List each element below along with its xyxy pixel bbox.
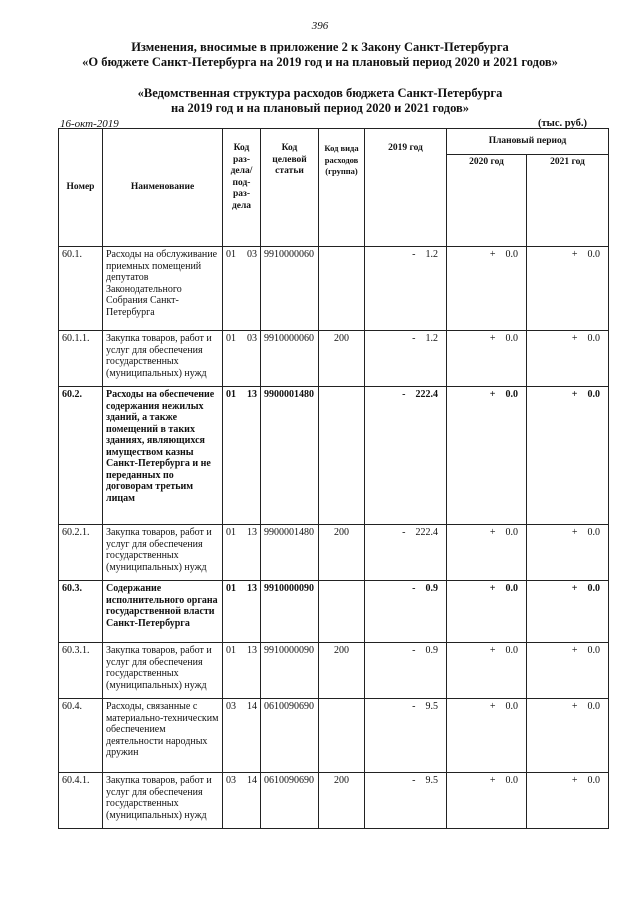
amount: 0.0 <box>505 583 518 594</box>
table-row <box>59 643 609 699</box>
header-number: Номер <box>59 129 103 247</box>
subsection-code: 13 <box>247 645 257 656</box>
row-value-2019 <box>365 247 447 331</box>
subsection-code: 13 <box>247 389 257 400</box>
sign: + <box>571 701 578 712</box>
amount: 9.5 <box>425 701 438 712</box>
subsection-code: 03 <box>247 333 257 344</box>
row-section-code <box>223 773 261 829</box>
row-number: 60.3.1. <box>59 643 103 699</box>
row-value-2021 <box>527 331 609 387</box>
row-name: Закупка товаров, работ и услуг для обеспечения государственных (муниципальных) нужд <box>103 643 223 699</box>
row-value-2019 <box>365 699 447 773</box>
row-value-2020 <box>447 387 527 525</box>
row-expense-type <box>319 247 365 331</box>
row-number: 60.1. <box>59 247 103 331</box>
amount: 1.2 <box>425 333 438 344</box>
sign: + <box>571 333 578 344</box>
table-body <box>59 247 609 829</box>
amount: 0.0 <box>587 775 600 786</box>
section-code: 03 <box>226 701 236 712</box>
units-label: (тыс. руб.) <box>538 118 587 129</box>
row-value-2019 <box>365 525 447 581</box>
section-code: 01 <box>226 645 236 656</box>
row-section-code <box>223 247 261 331</box>
table-row <box>59 387 609 525</box>
amount: 0.0 <box>505 645 518 656</box>
sign: + <box>571 249 578 260</box>
row-value-2021 <box>527 247 609 331</box>
row-name: Расходы, связанные с материально-техническим обеспечением деятельности народных дружин <box>103 699 223 773</box>
row-value-2020 <box>447 773 527 829</box>
sign: + <box>489 645 496 656</box>
amount: 222.4 <box>415 389 438 400</box>
row-expense-type: 200 <box>319 773 365 829</box>
document-subtitle <box>0 86 640 116</box>
row-value-2021 <box>527 773 609 829</box>
row-value-2019 <box>365 331 447 387</box>
amount: 0.0 <box>587 527 600 538</box>
row-section-code <box>223 331 261 387</box>
row-value-2019 <box>365 581 447 643</box>
sign: + <box>489 389 496 400</box>
subsection-code: 14 <box>247 775 257 786</box>
section-code: 01 <box>226 389 236 400</box>
sign: - <box>412 775 416 786</box>
row-name: Расходы на обеспечение содержания нежилых зданий, а также помещений в таких зданиях, являющихся имуществом казны Санкт-Петербурга и не переданных по договорам третьим лицам <box>103 387 223 525</box>
sign: - <box>412 645 416 656</box>
row-value-2020 <box>447 525 527 581</box>
title-line-1: Изменения, вносимые в приложение 2 к Закону Санкт-Петербурга <box>131 40 509 54</box>
row-target-code: 9910000060 <box>261 331 319 387</box>
amount: 0.0 <box>587 389 600 400</box>
header-target: Код целевой статьи <box>261 129 319 247</box>
amount: 0.9 <box>425 583 438 594</box>
sign: + <box>489 583 496 594</box>
row-section-code <box>223 643 261 699</box>
row-value-2019 <box>365 643 447 699</box>
amount: 0.0 <box>505 527 518 538</box>
row-name: Закупка товаров, работ и услуг для обеспечения государственных (муниципальных) нужд <box>103 525 223 581</box>
amount: 0.9 <box>425 645 438 656</box>
row-value-2020 <box>447 643 527 699</box>
sign: - <box>412 583 416 594</box>
row-number: 60.1.1. <box>59 331 103 387</box>
amount: 0.0 <box>505 249 518 260</box>
header-name: Наименование <box>103 129 223 247</box>
amount: 0.0 <box>505 775 518 786</box>
subtitle-line-1: «Ведомственная структура расходов бюджета Санкт-Петербурга <box>137 86 503 100</box>
sign: - <box>402 527 406 538</box>
row-number: 60.2.1. <box>59 525 103 581</box>
row-value-2020 <box>447 581 527 643</box>
table-row <box>59 331 609 387</box>
row-name: Закупка товаров, работ и услуг для обеспечения государственных (муниципальных) нужд <box>103 331 223 387</box>
row-section-code <box>223 387 261 525</box>
row-section-code <box>223 699 261 773</box>
row-expense-type <box>319 699 365 773</box>
row-value-2020 <box>447 247 527 331</box>
row-value-2020 <box>447 699 527 773</box>
row-name: Содержание исполнительного органа государственной власти Санкт-Петербурга <box>103 581 223 643</box>
amount: 0.0 <box>587 333 600 344</box>
row-value-2019 <box>365 387 447 525</box>
header-expense-type: Код вида расходов (группа) <box>319 129 365 247</box>
section-code: 01 <box>226 249 236 260</box>
row-number: 60.2. <box>59 387 103 525</box>
amount: 0.0 <box>587 645 600 656</box>
row-target-code: 0610090690 <box>261 699 319 773</box>
subsection-code: 13 <box>247 527 257 538</box>
row-target-code: 9910000090 <box>261 643 319 699</box>
row-value-2021 <box>527 581 609 643</box>
sign: + <box>571 775 578 786</box>
budget-table <box>58 128 609 829</box>
amount: 0.0 <box>505 701 518 712</box>
sign: - <box>402 389 406 400</box>
row-name: Расходы на обслуживание приемных помещений депутатов Законодательного Собрания Санкт-Петербурга <box>103 247 223 331</box>
row-number: 60.3. <box>59 581 103 643</box>
amount: 222.4 <box>415 527 438 538</box>
row-number: 60.4. <box>59 699 103 773</box>
sign: + <box>489 527 496 538</box>
row-value-2020 <box>447 331 527 387</box>
amount: 0.0 <box>587 249 600 260</box>
table-row <box>59 699 609 773</box>
row-target-code: 0610090690 <box>261 773 319 829</box>
row-expense-type <box>319 387 365 525</box>
amount: 0.0 <box>587 701 600 712</box>
subtitle-line-2: на 2019 год и на плановый период 2020 и 2021 годов» <box>170 101 470 115</box>
sign: + <box>489 249 496 260</box>
header-2021: 2021 год <box>527 155 609 247</box>
header-2020: 2020 год <box>447 155 527 247</box>
row-section-code <box>223 525 261 581</box>
sign: + <box>489 333 496 344</box>
table-header <box>59 129 609 247</box>
page-number: 396 <box>311 20 329 32</box>
sign: + <box>571 389 578 400</box>
section-code: 03 <box>226 775 236 786</box>
amount: 1.2 <box>425 249 438 260</box>
subsection-code: 03 <box>247 249 257 260</box>
row-expense-type <box>319 581 365 643</box>
row-value-2019 <box>365 773 447 829</box>
row-value-2021 <box>527 699 609 773</box>
sign: + <box>571 583 578 594</box>
row-expense-type: 200 <box>319 643 365 699</box>
row-target-code: 9910000090 <box>261 581 319 643</box>
row-target-code: 9900001480 <box>261 525 319 581</box>
section-code: 01 <box>226 583 236 594</box>
sign: + <box>571 645 578 656</box>
section-code: 01 <box>226 527 236 538</box>
document-title <box>0 40 640 70</box>
amount: 0.0 <box>505 333 518 344</box>
row-value-2021 <box>527 525 609 581</box>
table-row <box>59 247 609 331</box>
row-section-code <box>223 581 261 643</box>
table-row <box>59 525 609 581</box>
row-number: 60.4.1. <box>59 773 103 829</box>
row-value-2021 <box>527 643 609 699</box>
row-name: Закупка товаров, работ и услуг для обеспечения государственных (муниципальных) нужд <box>103 773 223 829</box>
sign: - <box>412 249 416 260</box>
sign: + <box>489 775 496 786</box>
row-target-code: 9900001480 <box>261 387 319 525</box>
subsection-code: 13 <box>247 583 257 594</box>
table-row <box>59 773 609 829</box>
header-planned-period: Плановый период <box>447 129 609 155</box>
document-date: 16-окт-2019 <box>60 118 119 130</box>
section-code: 01 <box>226 333 236 344</box>
sign: + <box>489 701 496 712</box>
sign: - <box>412 701 416 712</box>
amount: 9.5 <box>425 775 438 786</box>
row-value-2021 <box>527 387 609 525</box>
row-expense-type: 200 <box>319 331 365 387</box>
sign: - <box>412 333 416 344</box>
row-expense-type: 200 <box>319 525 365 581</box>
amount: 0.0 <box>587 583 600 594</box>
subsection-code: 14 <box>247 701 257 712</box>
header-2019: 2019 год <box>365 129 447 247</box>
table-row <box>59 581 609 643</box>
amount: 0.0 <box>505 389 518 400</box>
title-line-2: «О бюджете Санкт-Петербурга на 2019 год и на плановый период 2020 и 2021 годов» <box>82 55 558 69</box>
header-section: Код раз- дела/ под- раз- дела <box>223 129 261 247</box>
sign: + <box>571 527 578 538</box>
row-target-code: 9910000060 <box>261 247 319 331</box>
